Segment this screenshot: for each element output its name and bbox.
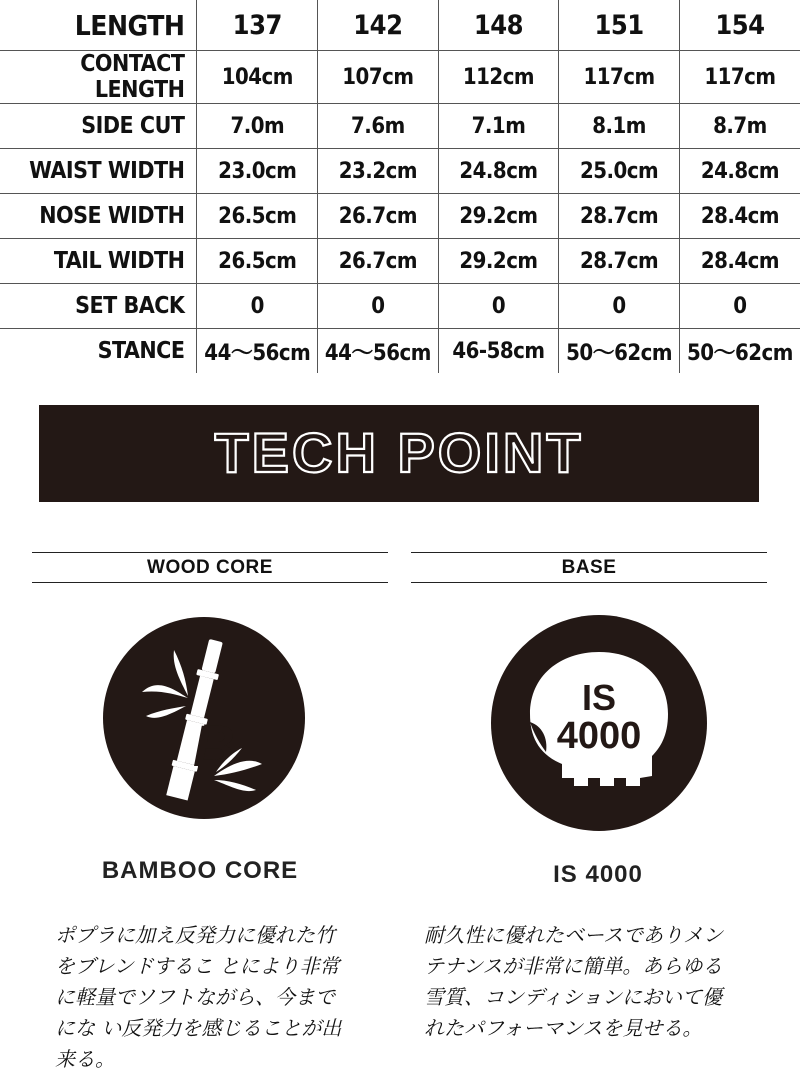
spec-cell: 117cm xyxy=(679,51,800,104)
row-label: WAIST WIDTH xyxy=(0,149,197,194)
size-header: 154 xyxy=(679,0,800,51)
banner-title-svg xyxy=(169,424,629,484)
spec-cell: 50～62cm xyxy=(679,329,800,374)
spec-cell: 104cm xyxy=(197,51,318,104)
spec-row-side-cut xyxy=(0,104,800,149)
spec-cell: 8.1m xyxy=(559,104,680,149)
spec-cell: 28.7cm xyxy=(559,194,680,239)
spec-cell: 50～62cm xyxy=(559,329,680,374)
size-header: 142 xyxy=(318,0,439,51)
spec-cell: 8.7m xyxy=(679,104,800,149)
spec-cell: 112cm xyxy=(438,51,559,104)
spec-cell: 0 xyxy=(318,284,439,329)
spec-row-stance xyxy=(0,329,800,374)
spec-cell: 23.2cm xyxy=(318,149,439,194)
row-label: STANCE xyxy=(97,338,185,364)
spec-row-set-back xyxy=(0,284,800,329)
spec-cell: 29.2cm xyxy=(438,194,559,239)
is4000-caption: IS 4000 xyxy=(553,861,643,888)
spec-cell: 7.1m xyxy=(438,104,559,149)
emblem-line1: IS xyxy=(581,677,617,718)
base-heading: BASE xyxy=(411,552,767,583)
base-section xyxy=(411,552,767,583)
wood-core-description: ポプラに加え反発力に優れた竹 をブレンドするこ とにより非常 に軽量でソフトながら、今まで にな い反発力を感じることが出 来る。 xyxy=(55,923,342,1071)
row-label: SIDE CUT xyxy=(0,104,197,149)
spec-header-row xyxy=(0,0,800,51)
emblem-letter: B xyxy=(193,714,235,779)
spec-cell: 26.5cm xyxy=(197,194,318,239)
spec-cell: 0 xyxy=(438,284,559,329)
row-label: TAIL WIDTH xyxy=(0,239,197,284)
spec-cell: 26.7cm xyxy=(318,239,439,284)
spec-row-nose-width xyxy=(0,194,800,239)
skull-icon xyxy=(490,614,708,832)
row-label: CONTACT LENGTH xyxy=(0,51,197,104)
size-header: 151 xyxy=(559,0,680,51)
spec-cell: 44～56cm xyxy=(318,329,439,374)
banner-title: TECH POINT xyxy=(214,423,584,484)
spec-table xyxy=(0,0,800,373)
spec-row-contact-length xyxy=(0,51,800,104)
wood-core-section xyxy=(32,552,388,583)
spec-cell: 24.8cm xyxy=(438,149,559,194)
spec-cell: 24.8cm xyxy=(679,149,800,194)
spec-cell: 117cm xyxy=(559,51,680,104)
spec-cell: 28.4cm xyxy=(679,194,800,239)
wood-core-heading: WOOD CORE xyxy=(32,552,388,583)
spec-cell: 28.7cm xyxy=(559,239,680,284)
spec-cell: 7.0m xyxy=(197,104,318,149)
spec-cell: 0 xyxy=(197,284,318,329)
tech-point-banner xyxy=(39,405,759,502)
spec-row-waist-width xyxy=(0,149,800,194)
spec-cell: 26.5cm xyxy=(197,239,318,284)
spec-cell: 0 xyxy=(559,284,680,329)
length-header: LENGTH xyxy=(0,0,197,51)
size-header: 137 xyxy=(197,0,318,51)
bamboo-core-caption: BAMBOO CORE xyxy=(101,857,299,884)
row-label: NOSE WIDTH xyxy=(0,194,197,239)
spec-cell: 0 xyxy=(679,284,800,329)
spec-cell: 46-58cm xyxy=(438,329,559,374)
bamboo-b-icon xyxy=(102,616,306,820)
spec-cell: 25.0cm xyxy=(559,149,680,194)
spec-cell: 107cm xyxy=(318,51,439,104)
spec-cell: 7.6m xyxy=(318,104,439,149)
row-label: SET BACK xyxy=(0,284,197,329)
spec-row-tail-width xyxy=(0,239,800,284)
spec-cell: 28.4cm xyxy=(679,239,800,284)
emblem-line2: 4000 xyxy=(556,715,642,757)
spec-cell: 23.0cm xyxy=(197,149,318,194)
spec-cell: 29.2cm xyxy=(438,239,559,284)
size-header: 148 xyxy=(438,0,559,51)
spec-cell: 26.7cm xyxy=(318,194,439,239)
spec-cell: 44～56cm xyxy=(197,329,318,374)
base-description: 耐久性に優れたベースでありメン テナンスが非常に簡単。あらゆる 雪質、コンディションにおいて優 れたパフォーマンスを見せる。 xyxy=(424,923,723,1040)
